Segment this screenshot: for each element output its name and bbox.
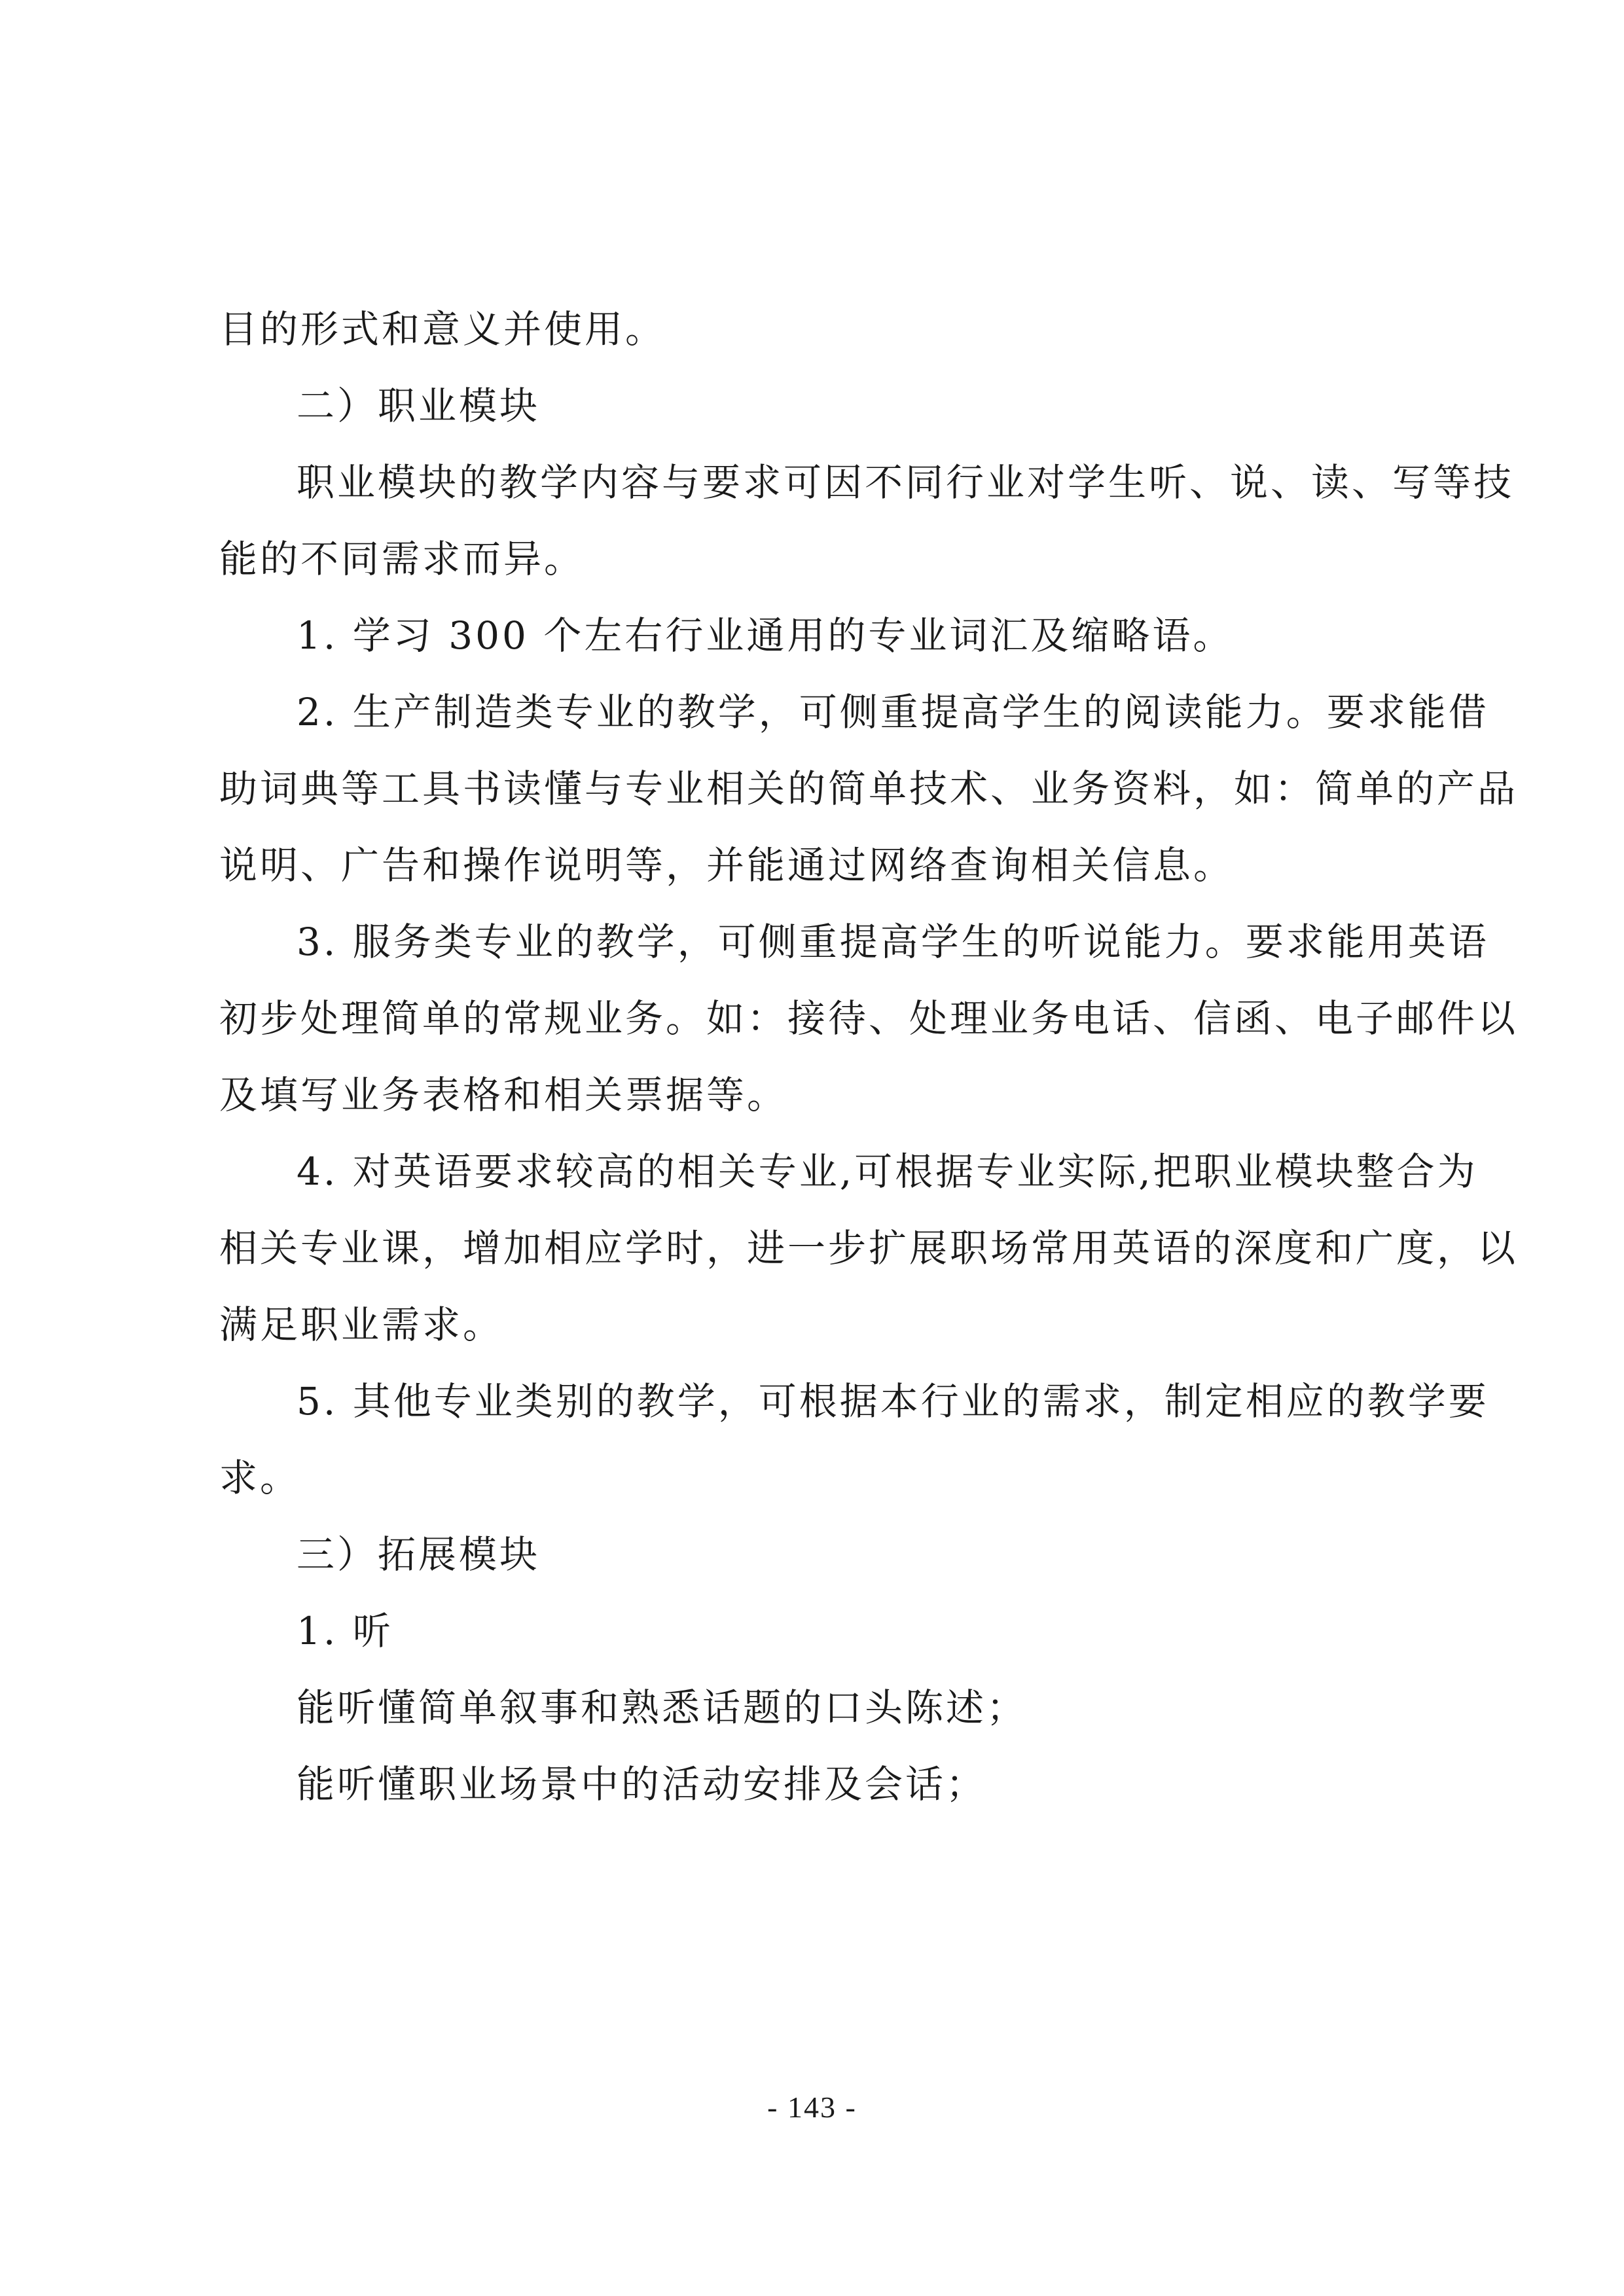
paragraph-line: 初步处理简单的常规业务。如：接待、处理业务电话、信函、电子邮件以 [219, 996, 1519, 1041]
paragraph-line: 求。 [219, 1456, 301, 1500]
paragraph-line: 满足职业需求。 [219, 1302, 504, 1347]
section-heading: 二）职业模块 [297, 384, 541, 428]
list-item: 2. 生产制造类专业的教学，可侧重提高学生的阅读能力。要求能借 [297, 690, 1489, 734]
paragraph-line: 职业模块的教学内容与要求可因不同行业对学生听、说、读、写等技 [297, 460, 1515, 505]
body-text [219, 291, 1519, 1823]
paragraph-line: 能的不同需求而异。 [219, 537, 585, 581]
paragraph-line: 及填写业务表格和相关票据等。 [219, 1073, 788, 1117]
paragraph-line: 助词典等工具书读懂与专业相关的简单技术、业务资料，如：简单的产品 [219, 766, 1519, 811]
paragraph-line: 能听懂简单叙事和熟悉话题的口头陈述； [297, 1685, 1028, 1730]
list-item: 3. 服务类专业的教学，可侧重提高学生的听说能力。要求能用英语 [297, 920, 1489, 964]
paragraph-line: 目的形式和意义并使用。 [219, 307, 666, 351]
list-item: 1. 学习 300 个左右行业通用的专业词汇及缩略语。 [297, 613, 1234, 658]
paragraph-line: 能听懂职业场景中的活动安排及会话； [297, 1762, 987, 1806]
paragraph-line: 说明、广告和操作说明等，并能通过网络查询相关信息。 [219, 843, 1235, 888]
paragraph-line: 相关专业课，增加相应学时，进一步扩展职场常用英语的深度和广度，以 [219, 1226, 1519, 1270]
subsection-heading: 1. 听 [297, 1609, 393, 1653]
page-number: - 143 - [767, 2090, 857, 2124]
list-item: 5. 其他专业类别的教学，可根据本行业的需求，制定相应的教学要 [297, 1379, 1489, 1424]
section-heading: 三）拓展模块 [297, 1532, 541, 1577]
list-item: 4. 对英语要求较高的相关专业,可根据专业实际,把职业模块整合为 [297, 1149, 1478, 1194]
